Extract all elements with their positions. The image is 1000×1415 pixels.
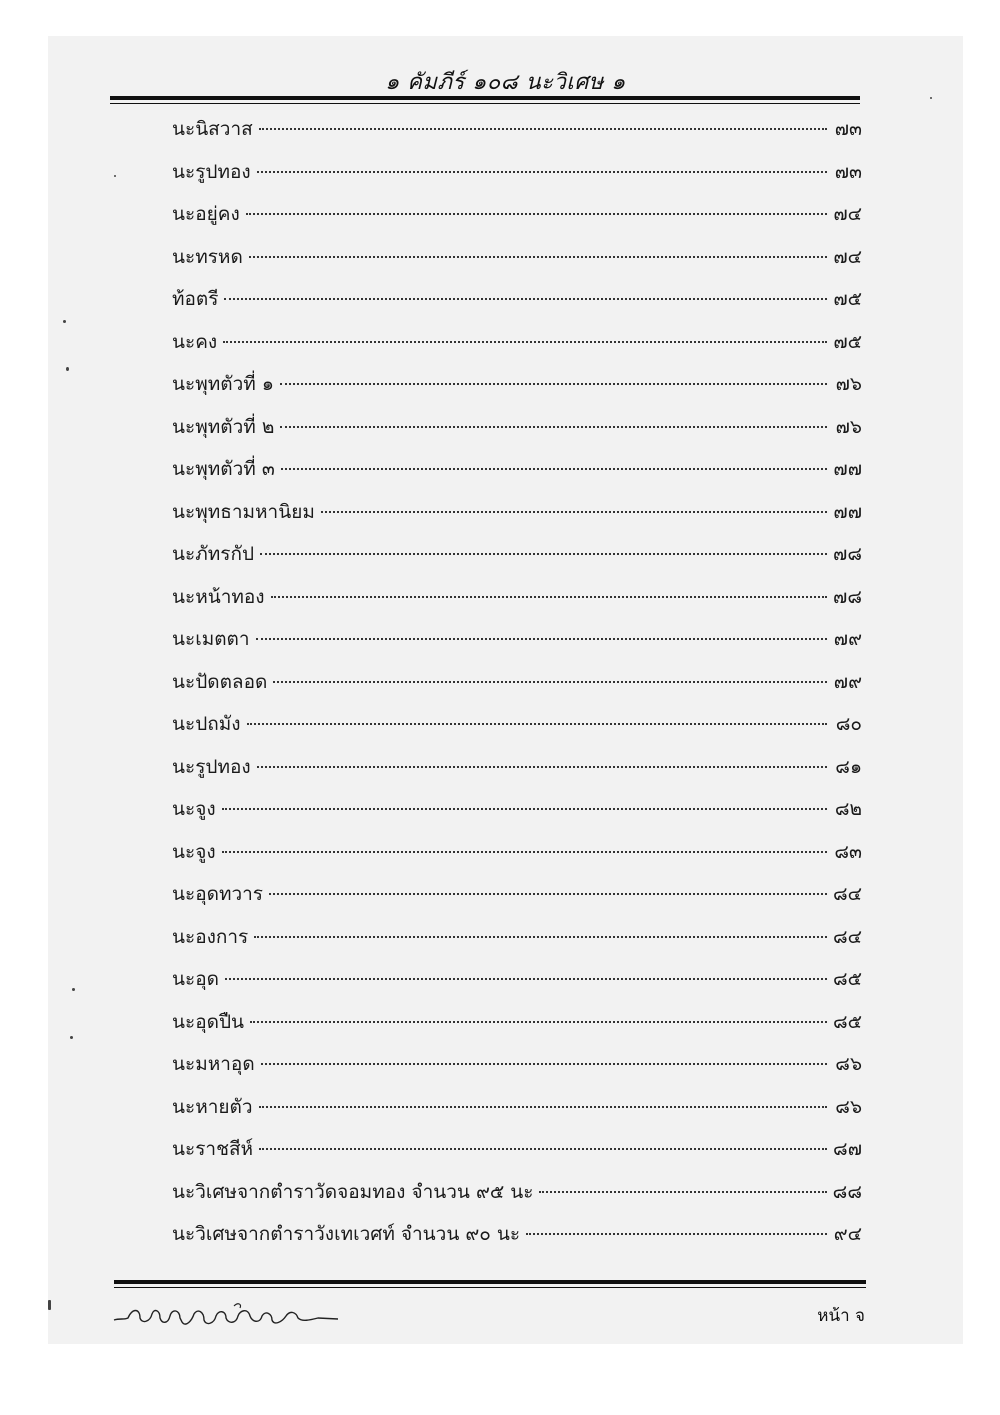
toc-entry-title: นะภัทรกัป <box>172 543 255 565</box>
toc-entry-page: ๗๓ <box>834 118 862 140</box>
toc-entry <box>172 1134 862 1177</box>
toc-entry-page: ๘๘ <box>832 1180 862 1203</box>
toc-entry-title: นะรูปทอง <box>172 755 251 778</box>
dot-leader <box>280 426 827 428</box>
toc-entry-title: นะคง <box>172 330 218 353</box>
toc-entry-title: นะวิเศษจากตำราวังเทเวศท์ จำนวน ๙๐ นะ <box>172 1223 521 1245</box>
toc-entry <box>172 114 862 157</box>
toc-entry-title: นะปถมัง <box>172 713 241 735</box>
footer-rule <box>114 1280 866 1284</box>
toc-entry-title: นะเมตตา <box>172 628 250 650</box>
toc-entry-title: นะพุทตัวที่ ๓ <box>172 458 275 480</box>
toc-entry-title: นะทรหด <box>172 245 243 268</box>
toc-entry-page: ๘๗ <box>833 1138 862 1160</box>
dot-leader <box>260 553 827 555</box>
toc-entry-title: นะจูง <box>172 798 216 820</box>
page-header-title: ๑ คัมภีร์ ๑๐๘ นะวิเศษ ๑ <box>385 70 626 95</box>
toc-entry-page: ๘๖ <box>835 1053 862 1075</box>
scan-speck <box>63 320 66 323</box>
toc-entry <box>172 199 862 242</box>
toc-entry <box>172 157 862 200</box>
dot-leader <box>222 808 827 810</box>
dot-leader <box>223 341 827 343</box>
dot-leader <box>257 766 827 768</box>
toc-entry <box>172 709 862 752</box>
toc-entry-page: ๗๘ <box>833 543 862 565</box>
dot-leader <box>257 171 827 173</box>
toc-entry <box>172 752 862 795</box>
toc-entry <box>172 879 862 922</box>
toc-entry-title: นะราชสีห์ <box>172 1138 254 1160</box>
dot-leader <box>250 1021 827 1023</box>
toc-entry <box>172 624 862 667</box>
page-number: หน้า จ <box>817 1306 865 1326</box>
toc-entry <box>172 454 862 497</box>
toc-entry-page: ๗๖ <box>835 373 862 395</box>
toc-entry-page: ๗๗ <box>833 500 862 523</box>
document-page <box>48 36 963 1344</box>
toc-entry <box>172 497 862 540</box>
toc-entry <box>172 794 862 837</box>
scan-speck <box>930 97 932 99</box>
dot-leader <box>321 511 827 513</box>
toc-entry-page: ๗๕ <box>833 288 862 310</box>
toc-entry-title: นะปัดตลอด <box>172 670 268 693</box>
toc-entry-title: นะอุด <box>172 968 219 990</box>
toc-entry-page: ๘๒ <box>834 798 862 820</box>
toc-entry <box>172 667 862 710</box>
dot-leader <box>225 978 827 980</box>
dot-leader <box>273 681 827 683</box>
toc-entry <box>172 242 862 285</box>
toc-entry <box>172 1049 862 1092</box>
toc-entry-page: ๗๘ <box>833 585 862 608</box>
toc-entry <box>172 327 862 370</box>
toc-entry-page: ๗๖ <box>835 415 862 438</box>
toc-entry-title: นะพุทตัวที่ ๑ <box>172 373 274 395</box>
toc-entry <box>172 369 862 412</box>
dot-leader <box>249 256 827 258</box>
toc-entry-page: ๗๙ <box>833 670 862 693</box>
toc-entry-title: นะพุทตัวที่ ๒ <box>172 415 275 438</box>
toc-entry-title: นะนิสวาส <box>172 118 253 140</box>
toc-entry-title: นะองการ <box>172 925 249 948</box>
scan-speck <box>70 1036 73 1039</box>
scan-speck <box>114 175 116 177</box>
toc-entry-page: ๗๔ <box>833 245 862 268</box>
dot-leader <box>281 468 827 470</box>
toc-entry <box>172 284 862 327</box>
toc-entry <box>172 1007 862 1050</box>
toc-entry <box>172 1219 862 1262</box>
dot-leader <box>259 1106 827 1108</box>
toc-entry-title: นะจูง <box>172 840 216 863</box>
toc-entry <box>172 1177 862 1220</box>
handwritten-signature <box>110 1298 342 1332</box>
dot-leader <box>246 213 827 215</box>
toc-entry <box>172 582 862 625</box>
toc-entry-title: ท้อตรี <box>172 288 219 310</box>
dot-leader <box>247 723 827 725</box>
toc-entry <box>172 837 862 880</box>
toc-entry-page: ๘๑ <box>835 755 862 778</box>
scan-speck <box>66 367 69 371</box>
dot-leader <box>280 383 827 385</box>
toc-entry-page: ๗๔ <box>833 203 862 225</box>
header-rule <box>110 96 860 100</box>
toc-entry-title: นะอยู่คง <box>172 203 240 225</box>
dot-leader <box>259 128 827 130</box>
toc-entry-page: ๗๙ <box>833 628 862 650</box>
toc-entry-page: ๘๖ <box>835 1095 862 1118</box>
dot-leader <box>271 596 827 598</box>
toc-entry-page: ๙๔ <box>833 1223 862 1245</box>
toc-entry-title: นะหายตัว <box>172 1095 253 1118</box>
dot-leader <box>261 1063 827 1065</box>
toc-entry-title: นะอุดปืน <box>172 1010 244 1033</box>
toc-entry-title: นะวิเศษจากตำราวัดจอมทอง จำนวน ๙๕ นะ <box>172 1180 534 1203</box>
header-rule-thin <box>110 103 860 104</box>
scan-speck <box>48 1300 51 1310</box>
footer-rule-thin <box>114 1287 866 1288</box>
dot-leader <box>222 851 827 853</box>
toc-entry <box>172 1092 862 1135</box>
toc-entry-page: ๘๓ <box>834 840 862 863</box>
toc-entry-page: ๘๕ <box>832 968 862 990</box>
toc-entry-title: นะอุดทวาร <box>172 883 264 905</box>
dot-leader <box>256 638 827 640</box>
toc-entry-page: ๗๓ <box>834 160 862 183</box>
toc-entry-page: ๘๐ <box>835 713 862 735</box>
toc-entry-title: นะหน้าทอง <box>172 585 265 608</box>
dot-leader <box>259 1148 827 1150</box>
dot-leader <box>526 1233 827 1235</box>
toc-entry <box>172 412 862 455</box>
toc-entry <box>172 964 862 1007</box>
toc-entry-title: นะพุทธามหานิยม <box>172 500 315 523</box>
toc-entry-page: ๘๕ <box>832 1010 862 1033</box>
dot-leader <box>254 936 827 938</box>
dot-leader <box>539 1191 827 1193</box>
scan-speck <box>72 988 75 991</box>
toc-entry-title: นะมหาอุด <box>172 1053 255 1075</box>
toc-entry-page: ๗๗ <box>833 458 862 480</box>
toc-entry <box>172 539 862 582</box>
toc-entry-page: ๗๕ <box>833 330 862 353</box>
toc-entry <box>172 922 862 965</box>
table-of-contents <box>172 114 862 1262</box>
dot-leader <box>224 298 827 300</box>
toc-entry-page: ๘๔ <box>832 883 862 905</box>
toc-entry-title: นะรูปทอง <box>172 160 251 183</box>
dot-leader <box>269 893 827 895</box>
toc-entry-page: ๘๔ <box>832 925 862 948</box>
